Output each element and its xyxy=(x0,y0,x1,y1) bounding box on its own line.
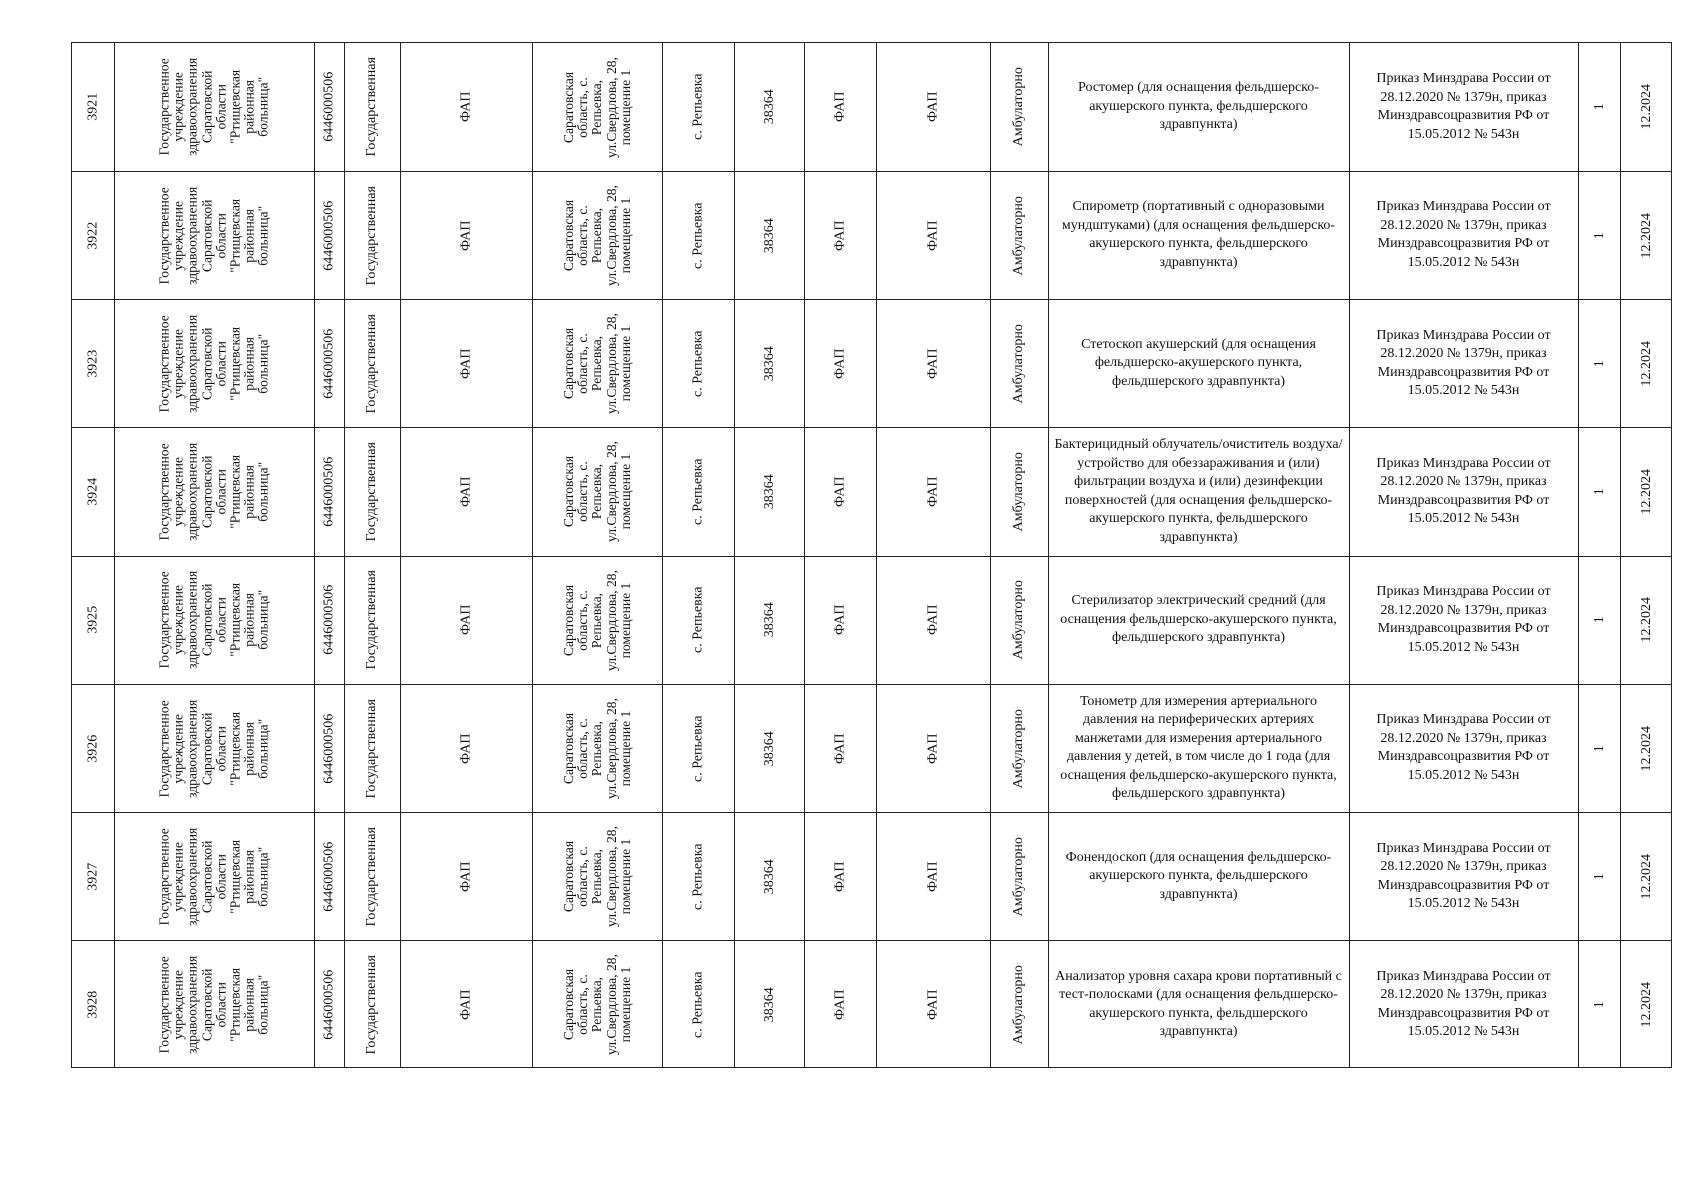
table-cell xyxy=(400,556,532,684)
table-cell xyxy=(1349,813,1578,941)
table-cell xyxy=(314,813,344,941)
table-cell xyxy=(344,300,400,428)
legal-basis: Приказ Минздрава России от 28.12.2020 № 1379н, приказ Минздравсоцразвития РФ от 15.05.2012 № 543н xyxy=(1376,840,1551,912)
table-cell xyxy=(804,684,876,812)
table-cell xyxy=(804,171,876,299)
table-cell xyxy=(1048,428,1349,556)
inn: 6446000506 xyxy=(321,841,337,912)
table-cell xyxy=(804,941,876,1069)
quantity: 1 xyxy=(1591,744,1607,752)
unit-name: ФАП xyxy=(832,348,848,379)
table-cell xyxy=(1048,941,1349,1069)
table-cell xyxy=(804,300,876,428)
table-cell xyxy=(1578,941,1620,1069)
row-number: 3926 xyxy=(85,734,101,763)
table-cell xyxy=(734,941,804,1069)
care-condition: Амбулаторно xyxy=(1011,837,1027,917)
table-cell xyxy=(314,684,344,812)
table-cell xyxy=(400,684,532,812)
facility-address: Саратовская область, с. Репьевка, ул.Свердлова, 28, помещение 1 xyxy=(560,954,633,1056)
table-cell xyxy=(400,171,532,299)
equipment-name: Анализатор уровня сахара крови портативный с тест-полосками (для оснащения фельдшерско-акушерского пункта, фельдшерского здравпункта) xyxy=(1055,968,1342,1040)
table-cell xyxy=(1578,428,1620,556)
table-cell xyxy=(662,813,734,941)
inn: 6446000506 xyxy=(321,456,337,527)
table-cell xyxy=(804,813,876,941)
facility-address: Саратовская область, с. Репьевка, ул.Свердлова, 28, помещение 1 xyxy=(560,441,633,543)
row-number: 3927 xyxy=(85,862,101,891)
inn: 6446000506 xyxy=(321,713,337,784)
delivery-date: 12.2024 xyxy=(1638,725,1654,772)
table-cell xyxy=(1578,556,1620,684)
table-cell xyxy=(876,941,990,1069)
table-cell xyxy=(72,171,114,299)
legal-basis: Приказ Минздрава России от 28.12.2020 № 1379н, приказ Минздравсоцразвития РФ от 15.05.2012 № 543н xyxy=(1376,71,1551,142)
table-cell xyxy=(876,684,990,812)
table-cell xyxy=(734,813,804,941)
organization-name: Государственное учреждение здравоохранения Саратовской области "Ртищевская районная больница" xyxy=(156,58,271,157)
inn: 6446000506 xyxy=(321,969,337,1040)
table-cell xyxy=(1620,171,1673,299)
delivery-date: 12.2024 xyxy=(1638,469,1654,515)
facility-type: ФАП xyxy=(458,91,474,123)
locality: с. Репьевка xyxy=(690,202,706,269)
table-cell xyxy=(532,941,662,1069)
facility-address: Саратовская область, с. Репьевка, ул.Свердлова, 28, помещение 1 xyxy=(560,569,633,671)
locality: с. Репьевка xyxy=(690,971,706,1039)
table-cell xyxy=(114,171,314,299)
facility-address: Саратовская область, с. Репьевка, ул.Свердлова, 28, помещение 1 xyxy=(560,184,633,286)
table-cell xyxy=(400,941,532,1069)
care-condition: Амбулаторно xyxy=(1011,452,1027,532)
ownership-form: Государственная xyxy=(364,698,380,799)
table-cell xyxy=(72,43,114,171)
table-cell xyxy=(400,428,532,556)
table-cell xyxy=(1349,684,1578,812)
ownership-form: Государственная xyxy=(364,570,380,670)
table-cell xyxy=(1048,556,1349,684)
facility-address: Саратовская область, с. Репьевка, ул.Свердлова, 28, помещение 1 xyxy=(560,56,633,158)
quantity: 1 xyxy=(1591,360,1607,368)
table-cell xyxy=(1620,813,1673,941)
legal-basis: Приказ Минздрава России от 28.12.2020 № 1379н, приказ Минздравсоцразвития РФ от 15.05.2012 № 543н xyxy=(1376,712,1551,783)
facility-type: ФАП xyxy=(458,733,474,764)
table-cell xyxy=(734,43,804,171)
table-cell xyxy=(532,300,662,428)
table-cell xyxy=(1048,684,1349,812)
locality: с. Репьевка xyxy=(690,843,706,910)
table-cell xyxy=(114,813,314,941)
table-cell xyxy=(990,171,1048,299)
table-cell xyxy=(400,43,532,171)
row-number: 3928 xyxy=(85,990,101,1019)
row-number: 3922 xyxy=(85,221,101,250)
ownership-form: Государственная xyxy=(364,57,380,157)
table-cell xyxy=(114,556,314,684)
care-condition: Амбулаторно xyxy=(1011,324,1027,404)
care-condition: Амбулаторно xyxy=(1011,195,1027,275)
facility-type: ФАП xyxy=(458,348,474,379)
organization-name: Государственное учреждение здравоохранения Саратовской области "Ртищевская районная больница" xyxy=(156,186,271,285)
locality-code: 38364 xyxy=(761,602,777,638)
quantity: 1 xyxy=(1591,231,1607,239)
table-cell xyxy=(400,300,532,428)
table-cell xyxy=(876,556,990,684)
table-cell xyxy=(876,171,990,299)
delivery-date: 12.2024 xyxy=(1638,597,1654,643)
table-cell xyxy=(804,43,876,171)
locality-code: 38364 xyxy=(761,217,777,253)
row-number: 3923 xyxy=(85,349,101,378)
table-cell xyxy=(990,941,1048,1069)
facility-type: ФАП xyxy=(458,220,474,251)
ownership-form: Государственная xyxy=(364,185,380,286)
table-cell xyxy=(1349,428,1578,556)
table-cell xyxy=(990,813,1048,941)
table-cell xyxy=(114,941,314,1069)
table-cell xyxy=(876,428,990,556)
legal-basis: Приказ Минздрава России от 28.12.2020 № 1379н, приказ Минздравсоцразвития РФ от 15.05.2012 № 543н xyxy=(1376,327,1551,399)
delivery-date: 12.2024 xyxy=(1638,853,1654,900)
table-cell xyxy=(990,684,1048,812)
unit-name: ФАП xyxy=(832,476,848,508)
unit-name: ФАП xyxy=(832,220,848,251)
table-cell xyxy=(1620,300,1673,428)
subdivision-name: ФАП xyxy=(925,989,941,1021)
table-cell xyxy=(1620,684,1673,812)
table-cell xyxy=(1349,556,1578,684)
table-cell xyxy=(1048,300,1349,428)
locality: с. Репьевка xyxy=(690,73,706,141)
table-cell xyxy=(1578,300,1620,428)
quantity: 1 xyxy=(1591,103,1607,111)
equipment-name: Тонометр для измерения артериального давления на периферических артериях манжетами для измерения артериального давления у детей, в том числе до 1 года (для оснащения фельдшерско-акушерского пункта, фельдшерского здравпункта) xyxy=(1060,693,1337,802)
quantity: 1 xyxy=(1591,1001,1607,1009)
locality-code: 38364 xyxy=(761,859,777,895)
equipment-name: Спирометр (портативный с одноразовыми мундштуками) (для оснащения фельдшерско-акушерского пункта, фельдшерского здравпункта) xyxy=(1061,199,1336,270)
care-condition: Амбулаторно xyxy=(1011,965,1027,1045)
table-cell xyxy=(314,43,344,171)
care-condition: Амбулаторно xyxy=(1011,708,1027,788)
facility-address: Саратовская область, с. Репьевка, ул.Свердлова, 28, помещение 1 xyxy=(560,313,633,415)
organization-name: Государственное учреждение здравоохранения Саратовской области "Ртищевская районная больница" xyxy=(156,699,271,798)
table-cell xyxy=(662,300,734,428)
locality-code: 38364 xyxy=(761,346,777,382)
table-cell xyxy=(1048,813,1349,941)
table-cell xyxy=(662,684,734,812)
table-cell xyxy=(1578,43,1620,171)
table-cell xyxy=(662,428,734,556)
legal-basis: Приказ Минздрава России от 28.12.2020 № 1379н, приказ Минздравсоцразвития РФ от 15.05.2012 № 543н xyxy=(1376,455,1551,527)
inn: 6446000506 xyxy=(321,72,337,143)
table-cell xyxy=(1349,941,1578,1069)
table-cell xyxy=(662,171,734,299)
organization-name: Государственное учреждение здравоохранения Саратовской области "Ртищевская районная больница" xyxy=(156,571,271,670)
table-cell xyxy=(662,941,734,1069)
table-cell xyxy=(532,428,662,556)
table-cell xyxy=(72,684,114,812)
table-cell xyxy=(344,684,400,812)
table-cell xyxy=(876,300,990,428)
table-cell xyxy=(532,684,662,812)
facility-address: Саратовская область, с. Репьевка, ул.Свердлова, 28, помещение 1 xyxy=(560,697,633,799)
table-cell xyxy=(1620,43,1673,171)
table-cell xyxy=(1620,428,1673,556)
table-cell xyxy=(72,300,114,428)
delivery-date: 12.2024 xyxy=(1638,340,1654,387)
legal-basis: Приказ Минздрава России от 28.12.2020 № 1379н, приказ Минздравсоцразвития РФ от 15.05.2012 № 543н xyxy=(1376,968,1551,1040)
table-cell xyxy=(314,556,344,684)
table-cell xyxy=(72,428,114,556)
locality: с. Репьевка xyxy=(690,715,706,782)
table-cell xyxy=(344,813,400,941)
table-cell xyxy=(314,941,344,1069)
table-cell xyxy=(662,556,734,684)
locality-code: 38364 xyxy=(761,987,777,1023)
table-cell xyxy=(114,300,314,428)
facility-type: ФАП xyxy=(458,476,474,508)
unit-name: ФАП xyxy=(832,733,848,764)
ownership-form: Государственная xyxy=(364,826,380,927)
subdivision-name: ФАП xyxy=(925,91,941,123)
unit-name: ФАП xyxy=(832,604,848,636)
row-number: 3924 xyxy=(85,477,101,506)
table-cell xyxy=(804,428,876,556)
legal-basis: Приказ Минздрава России от 28.12.2020 № 1379н, приказ Минздравсоцразвития РФ от 15.05.2012 № 543н xyxy=(1376,584,1551,655)
table-cell xyxy=(114,428,314,556)
table-cell xyxy=(1578,813,1620,941)
equipment-table xyxy=(71,42,1672,1068)
table-cell xyxy=(1048,43,1349,171)
table-cell xyxy=(734,684,804,812)
table-cell xyxy=(344,43,400,171)
quantity: 1 xyxy=(1591,873,1607,881)
locality: с. Репьевка xyxy=(690,586,706,654)
row-number: 3921 xyxy=(85,93,101,122)
legal-basis: Приказ Минздрава России от 28.12.2020 № 1379н, приказ Минздравсоцразвития РФ от 15.05.2012 № 543н xyxy=(1376,199,1551,270)
inn: 6446000506 xyxy=(321,585,337,656)
table-cell xyxy=(1349,171,1578,299)
table-cell xyxy=(114,684,314,812)
unit-name: ФАП xyxy=(832,989,848,1021)
table-cell xyxy=(1349,43,1578,171)
table-cell xyxy=(990,428,1048,556)
table-cell xyxy=(1620,941,1673,1069)
table-cell xyxy=(1578,171,1620,299)
equipment-name: Стерилизатор электрический средний (для оснащения фельдшерско-акушерского пункта, фельдшерского здравпункта) xyxy=(1060,593,1337,646)
unit-name: ФАП xyxy=(832,861,848,892)
locality-code: 38364 xyxy=(761,730,777,766)
table-cell xyxy=(72,813,114,941)
delivery-date: 12.2024 xyxy=(1638,982,1654,1028)
table-cell xyxy=(532,556,662,684)
table-cell xyxy=(876,43,990,171)
table-cell xyxy=(314,428,344,556)
table-cell xyxy=(804,556,876,684)
table-cell xyxy=(532,813,662,941)
equipment-name: Фонендоскоп (для оснащения фельдшерско-акушерского пункта, фельдшерского здравпункта) xyxy=(1065,849,1332,902)
organization-name: Государственное учреждение здравоохранения Саратовской области "Ртищевская районная больница" xyxy=(156,442,271,541)
table-cell xyxy=(314,300,344,428)
table-cell xyxy=(532,43,662,171)
delivery-date: 12.2024 xyxy=(1638,212,1654,259)
locality: с. Репьевка xyxy=(690,458,706,526)
table-cell xyxy=(990,300,1048,428)
care-condition: Амбулаторно xyxy=(1011,580,1027,660)
locality-code: 38364 xyxy=(761,89,777,125)
subdivision-name: ФАП xyxy=(925,604,941,636)
table-cell xyxy=(344,941,400,1069)
subdivision-name: ФАП xyxy=(925,220,941,251)
organization-name: Государственное учреждение здравоохранения Саратовской области "Ртищевская районная больница" xyxy=(156,827,271,926)
table-cell xyxy=(344,556,400,684)
facility-type: ФАП xyxy=(458,989,474,1021)
locality: с. Репьевка xyxy=(690,330,706,397)
table-cell xyxy=(400,813,532,941)
organization-name: Государственное учреждение здравоохранения Саратовской области "Ртищевская районная больница" xyxy=(156,314,271,413)
table-cell xyxy=(734,171,804,299)
table-cell xyxy=(532,171,662,299)
table-cell xyxy=(72,941,114,1069)
unit-name: ФАП xyxy=(832,91,848,123)
facility-type: ФАП xyxy=(458,604,474,636)
row-number: 3925 xyxy=(85,606,101,635)
subdivision-name: ФАП xyxy=(925,861,941,892)
facility-address: Саратовская область, с. Репьевка, ул.Свердлова, 28, помещение 1 xyxy=(560,826,633,928)
equipment-name: Бактерицидный облучатель/очиститель воздуха/устройство для обеззараживания и (или) фильтрации воздуха и (или) дезинфекции поверхностей (для оснащения фельдшерско-акушерского пункта, фельдшерского здравпункта) xyxy=(1054,437,1343,545)
table-cell xyxy=(876,813,990,941)
equipment-name: Ростомер (для оснащения фельдшерско-акушерского пункта, фельдшерского здравпункта) xyxy=(1078,80,1319,133)
subdivision-name: ФАП xyxy=(925,348,941,379)
table-cell xyxy=(662,43,734,171)
table-cell xyxy=(344,171,400,299)
table-cell xyxy=(990,556,1048,684)
quantity: 1 xyxy=(1591,488,1607,496)
table-cell xyxy=(344,428,400,556)
delivery-date: 12.2024 xyxy=(1638,84,1654,130)
organization-name: Государственное учреждение здравоохранения Саратовской области "Ртищевская районная больница" xyxy=(156,955,271,1054)
table-cell xyxy=(734,300,804,428)
inn: 6446000506 xyxy=(321,328,337,399)
subdivision-name: ФАП xyxy=(925,733,941,764)
table-cell xyxy=(990,43,1048,171)
care-condition: Амбулаторно xyxy=(1011,67,1027,147)
table-cell xyxy=(1578,684,1620,812)
table-cell xyxy=(734,428,804,556)
table-cell xyxy=(1620,556,1673,684)
equipment-name: Стетоскоп акушерский (для оснащения фельдшерско-акушерского пункта, фельдшерского здравпункта) xyxy=(1081,336,1316,389)
ownership-form: Государственная xyxy=(364,313,380,414)
subdivision-name: ФАП xyxy=(925,476,941,508)
table-cell xyxy=(1048,171,1349,299)
ownership-form: Государственная xyxy=(364,442,380,542)
ownership-form: Государственная xyxy=(364,955,380,1055)
quantity: 1 xyxy=(1591,616,1607,624)
table-cell xyxy=(734,556,804,684)
table-cell xyxy=(1349,300,1578,428)
table-cell xyxy=(72,556,114,684)
table-cell xyxy=(114,43,314,171)
table-cell xyxy=(314,171,344,299)
inn: 6446000506 xyxy=(321,200,337,271)
locality-code: 38364 xyxy=(761,474,777,510)
facility-type: ФАП xyxy=(458,861,474,892)
